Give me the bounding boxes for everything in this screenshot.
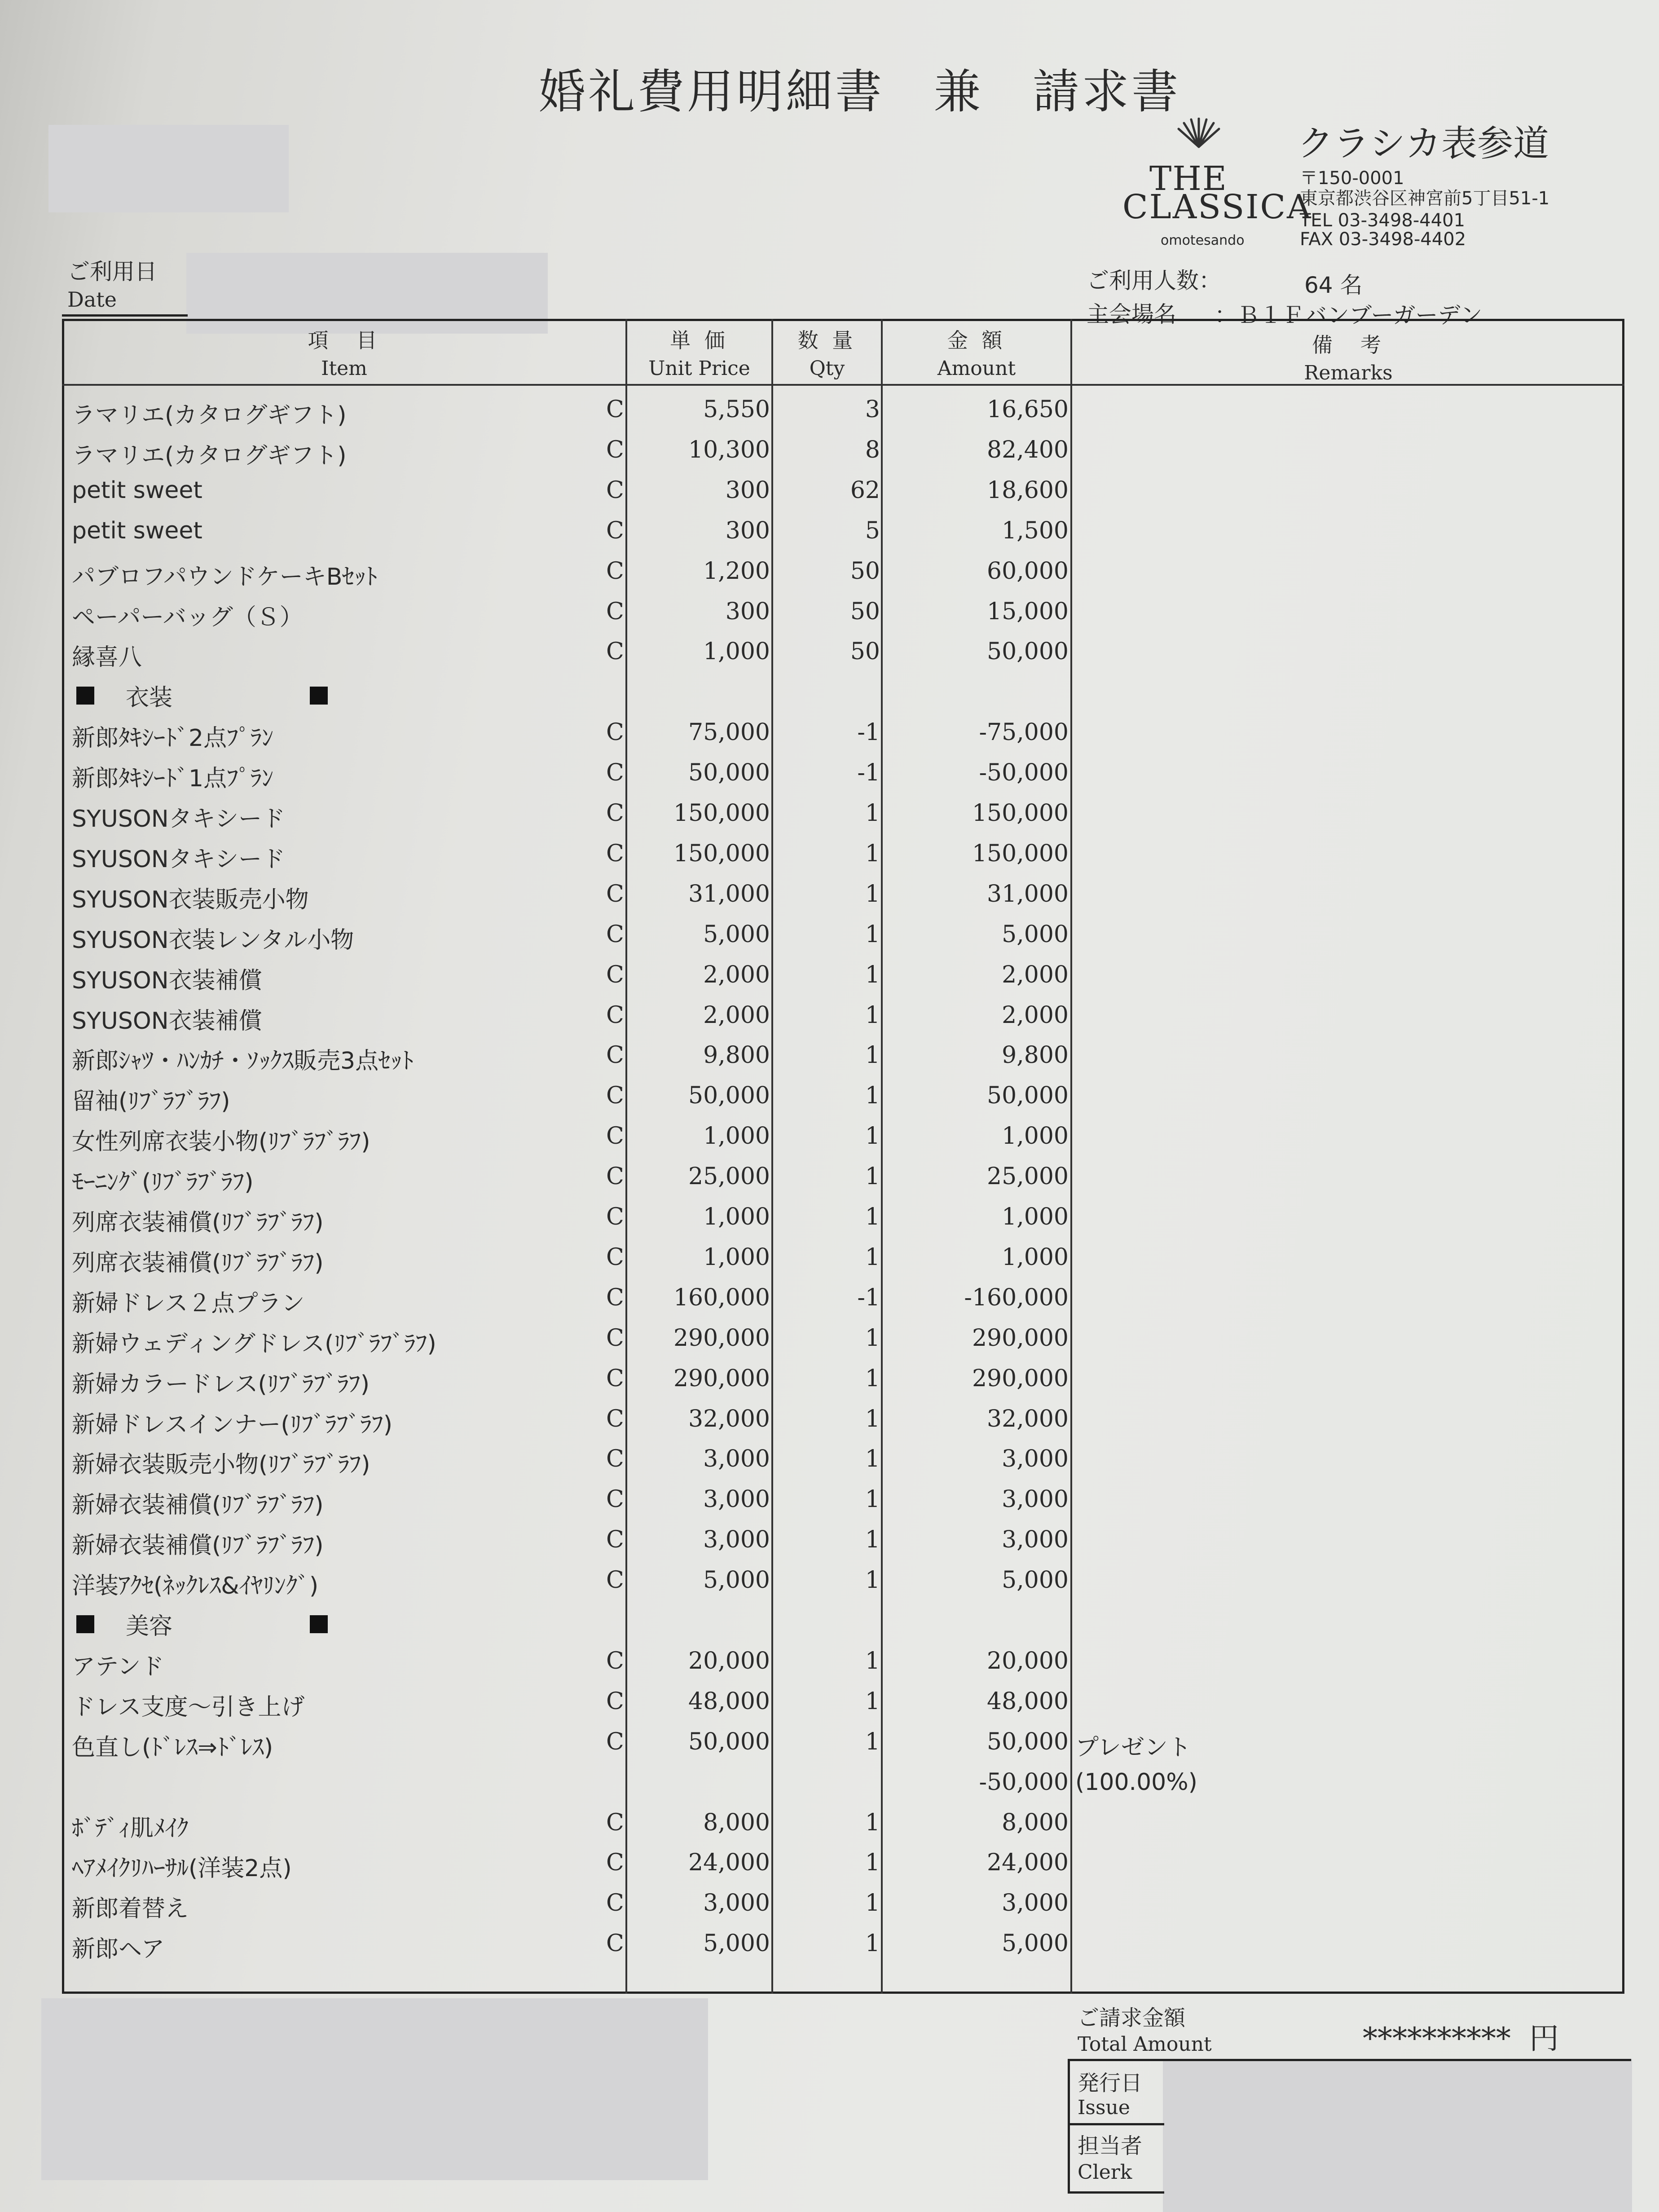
row-unit-price: 300 (725, 517, 770, 544)
row-qty: 50 (850, 638, 880, 665)
section-title: 美容 (126, 1613, 173, 1640)
row-unit-price: 10,300 (688, 436, 770, 463)
issue-label-jp: 発行日 (1078, 2071, 1143, 2096)
row-qty: 1 (865, 1365, 880, 1392)
row-amount: 1,500 (1002, 517, 1069, 544)
row-unit-price: 1,000 (703, 1203, 770, 1230)
row-code: C (606, 800, 624, 827)
row-amount: 15,000 (987, 598, 1069, 625)
tel: TEL 03-3498-4401 (1300, 210, 1465, 231)
row-amount: 3,000 (1002, 1526, 1069, 1554)
total-label-jp: ご請求金額 (1078, 2005, 1186, 2031)
row-amount: 50,000 (987, 1728, 1069, 1755)
row-code: C (606, 1365, 624, 1392)
header-qty-jp: 数 量 (797, 328, 857, 353)
table-row (0, 1158, 1659, 1198)
row-code: C (606, 436, 624, 463)
row-unit-price: 290,000 (673, 1324, 770, 1352)
row-amount: 5,000 (1002, 1567, 1069, 1594)
row-amount: 9,800 (1002, 1042, 1069, 1069)
row-unit-price: 9,800 (703, 1042, 770, 1069)
row-amount: 20,000 (987, 1647, 1069, 1674)
row-code: C (606, 961, 624, 988)
header-item-en: Item (321, 357, 367, 380)
row-item: 新婦衣装補償(ﾘﾌﾞﾗﾌﾞﾗﾌ) (72, 1492, 324, 1519)
section-marker-icon (310, 687, 328, 705)
row-item: 新郎ｼｬﾂ・ﾊﾝｶﾁ・ｿｯｸｽ販売3点ｾｯﾄ (72, 1048, 414, 1075)
row-code: C (606, 598, 624, 625)
row-item: ﾎﾞﾃﾞｨ肌ﾒｲｸ (72, 1815, 189, 1842)
table-row (0, 1561, 1659, 1602)
row-amount: -75,000 (979, 719, 1069, 746)
header-price-jp: 単 価 (670, 328, 729, 353)
redacted-issue-clerk (1163, 2059, 1632, 2212)
row-qty: 1 (865, 921, 880, 948)
table-row (0, 1521, 1659, 1561)
row-amount: 50,000 (987, 1082, 1069, 1110)
row-code: C (606, 1042, 624, 1069)
footer-vline (1068, 2059, 1070, 2194)
logo-classica: CLASSICA (1122, 188, 1312, 226)
row-item: SYUSONタキシード (72, 846, 286, 873)
row-amount: 3,000 (1002, 1445, 1069, 1473)
row-item: ドレス支度～引き上げ (72, 1693, 305, 1721)
table-row (0, 1884, 1659, 1925)
row-unit-price: 5,000 (703, 921, 770, 948)
row-unit-price: 50,000 (688, 759, 770, 787)
row-amount: 60,000 (987, 557, 1069, 585)
row-code: C (606, 1163, 624, 1190)
row-qty: 1 (865, 1405, 880, 1432)
section-title: 衣装 (126, 684, 173, 712)
row-qty: 62 (850, 476, 880, 504)
row-unit-price: 50,000 (688, 1082, 770, 1110)
row-qty: 1 (865, 1567, 880, 1594)
row-unit-price: 5,000 (703, 1567, 770, 1594)
table-row (0, 552, 1659, 593)
row-code: C (606, 1324, 624, 1352)
row-qty: 1 (865, 1445, 880, 1473)
issue-label-en: Issue (1078, 2096, 1130, 2119)
table-row (0, 633, 1659, 673)
table-row (0, 754, 1659, 794)
row-code: C (606, 880, 624, 908)
row-item: 新婦ウェディングドレス(ﾘﾌﾞﾗﾌﾞﾗﾌ) (72, 1330, 436, 1357)
row-code: C (606, 396, 624, 423)
row-item: SYUSON衣装補償 (72, 967, 262, 994)
row-unit-price: 1,000 (703, 1123, 770, 1150)
row-unit-price: 31,000 (688, 880, 770, 908)
row-amount: 32,000 (987, 1405, 1069, 1432)
row-unit-price: 1,000 (703, 1243, 770, 1271)
section-marker-icon (76, 687, 94, 705)
row-code: C (606, 1526, 624, 1554)
total-unit: 円 (1529, 2021, 1559, 2056)
table-row (0, 916, 1659, 956)
row-qty: 1 (865, 1123, 880, 1150)
row-code: C (606, 1647, 624, 1674)
row-code: C (606, 638, 624, 665)
row-unit-price: 150,000 (673, 800, 770, 827)
row-qty: 1 (865, 1809, 880, 1836)
row-code: C (606, 1930, 624, 1957)
row-qty: 1 (865, 1890, 880, 1917)
address: 東京都渋谷区神宮前5丁目51-1 (1300, 188, 1550, 209)
row-amount: 1,000 (1002, 1123, 1069, 1150)
table-row (0, 1642, 1659, 1683)
row-code: C (606, 1809, 624, 1836)
row-unit-price: 2,000 (703, 1001, 770, 1029)
date-label-en: Date (67, 287, 117, 312)
row-item: ラマリエ(カタログギフト) (72, 442, 347, 469)
row-qty: 1 (865, 1163, 880, 1190)
row-unit-price: 20,000 (688, 1647, 770, 1674)
row-qty: 1 (865, 1930, 880, 1957)
row-qty: 1 (865, 800, 880, 827)
table-row (0, 1440, 1659, 1481)
date-label-jp: ご利用日 (67, 259, 157, 285)
row-item: ﾍｱﾒｲｸﾘﾊｰｻﾙ(洋装2点) (72, 1855, 292, 1882)
row-code: C (606, 1728, 624, 1755)
row-qty: 1 (865, 1486, 880, 1513)
row-item: 新郎ﾀｷｼｰﾄﾞ1点ﾌﾟﾗﾝ (72, 765, 274, 793)
logo-subtitle: omotesando (1161, 233, 1245, 248)
row-amount: 24,000 (987, 1849, 1069, 1877)
table-row (0, 1804, 1659, 1844)
row-item: 新婦衣装販売小物(ﾘﾌﾞﾗﾌﾞﾗﾌ) (72, 1451, 370, 1479)
table-row (0, 835, 1659, 875)
row-item: 新郎ヘア (72, 1936, 165, 1963)
row-amount: 5,000 (1002, 1930, 1069, 1957)
table-row (0, 1117, 1659, 1158)
table-row (0, 996, 1659, 1037)
row-unit-price: 8,000 (703, 1809, 770, 1836)
row-code: C (606, 1001, 624, 1029)
row-item: アテンド (72, 1653, 164, 1680)
row-qty: 50 (850, 557, 880, 585)
row-item: 新婦衣装補償(ﾘﾌﾞﾗﾌﾞﾗﾌ) (72, 1532, 324, 1560)
row-qty: 5 (865, 517, 880, 544)
table-row (0, 431, 1659, 471)
row-amount: 8,000 (1002, 1809, 1069, 1836)
postal-code: 〒150-0001 (1300, 168, 1404, 189)
row-item: 新郎着替え (72, 1895, 189, 1923)
row-item: 新婦カラードレス(ﾘﾌﾞﾗﾌﾞﾗﾌ) (72, 1370, 370, 1398)
table-row (0, 1198, 1659, 1238)
row-amount: 3,000 (1002, 1486, 1069, 1513)
row-qty: 1 (865, 1647, 880, 1674)
row-amount: 150,000 (972, 840, 1069, 867)
row-item: 列席衣装補償(ﾘﾌﾞﾗﾌﾞﾗﾌ) (72, 1249, 324, 1277)
issue-underline (1068, 2123, 1164, 2125)
row-code: C (606, 719, 624, 746)
row-amount: 25,000 (987, 1163, 1069, 1190)
row-unit-price: 300 (725, 598, 770, 625)
row-item: SYUSONタキシード (72, 806, 286, 833)
row-amount: 1,000 (1002, 1203, 1069, 1230)
row-item: petit sweet (72, 517, 202, 544)
document-title: 婚礼費用明細書 兼 請求書 (539, 64, 1181, 119)
row-unit-price: 75,000 (688, 719, 770, 746)
row-code: C (606, 1890, 624, 1917)
row-code: C (606, 1688, 624, 1715)
row-unit-price: 150,000 (673, 840, 770, 867)
date-underline (62, 314, 188, 317)
table-row (0, 1723, 1659, 1763)
logo-the: THE (1149, 159, 1228, 198)
row-qty: 8 (865, 436, 880, 463)
row-amount: 150,000 (972, 800, 1069, 827)
row-item: SYUSON衣装販売小物 (72, 886, 309, 913)
row-unit-price: 5,550 (703, 396, 770, 423)
table-row (0, 1319, 1659, 1360)
row-code: C (606, 1243, 624, 1271)
table-row (0, 956, 1659, 996)
row-qty: 50 (850, 598, 880, 625)
redacted-footer-left (41, 1998, 708, 2180)
guests-label: ご利用人数： (1087, 268, 1221, 294)
row-amount: 50,000 (987, 638, 1069, 665)
row-qty: 1 (865, 1082, 880, 1110)
table-row (0, 391, 1659, 431)
row-unit-price: 5,000 (703, 1930, 770, 1957)
row-unit-price: 32,000 (688, 1405, 770, 1432)
row-amount: 82,400 (987, 436, 1069, 463)
row-amount: 290,000 (972, 1324, 1069, 1352)
row-item: 縁喜八 (72, 644, 142, 671)
header-remarks-jp: 備 考 (1312, 333, 1385, 357)
row-qty: 1 (865, 1324, 880, 1352)
row-item: 留袖(ﾘﾌﾞﾗﾌﾞﾗﾌ) (72, 1088, 230, 1115)
row-code: C (606, 921, 624, 948)
table-row (0, 1360, 1659, 1400)
total-label-en: Total Amount (1078, 2033, 1212, 2056)
header-qty-en: Qty (809, 357, 845, 380)
section-marker-icon (76, 1615, 94, 1633)
table-row (0, 471, 1659, 512)
row-code: C (606, 517, 624, 544)
row-item: ﾓｰﾆﾝｸﾞ(ﾘﾌﾞﾗﾌﾞﾗﾌ) (72, 1169, 254, 1196)
row-amount: 1,000 (1002, 1243, 1069, 1271)
row-qty: 1 (865, 1688, 880, 1715)
row-qty: 1 (865, 1042, 880, 1069)
row-code: C (606, 1445, 624, 1473)
row-qty: 1 (865, 1243, 880, 1271)
venue-name: クラシカ表参道 (1298, 123, 1549, 164)
row-code: C (606, 1123, 624, 1150)
header-price-en: Unit Price (648, 357, 750, 380)
table-row (0, 512, 1659, 552)
row-qty: -1 (857, 759, 880, 787)
row-qty: 1 (865, 880, 880, 908)
row-item: 色直し(ﾄﾞﾚｽ⇒ﾄﾞﾚｽ) (72, 1734, 273, 1761)
row-code: C (606, 1284, 624, 1311)
guests-value: 64 名 (1304, 272, 1363, 298)
row-code: C (606, 1486, 624, 1513)
row-item: 新婦ドレス２点プラン (72, 1290, 305, 1317)
row-code: C (606, 557, 624, 585)
row-qty: 1 (865, 840, 880, 867)
row-unit-price: 3,000 (703, 1526, 770, 1554)
row-qty: -1 (857, 719, 880, 746)
table-row (0, 875, 1659, 916)
row-unit-price: 1,200 (703, 557, 770, 585)
row-amount: 31,000 (987, 880, 1069, 908)
row-amount: 2,000 (1002, 1001, 1069, 1029)
row-item: SYUSON衣装補償 (72, 1007, 262, 1035)
row-item: 洋装ｱｸｾ(ﾈｯｸﾚｽ&ｲﾔﾘﾝｸﾞ) (72, 1573, 319, 1600)
clerk-label-jp: 担当者 (1078, 2133, 1143, 2159)
row-unit-price: 24,000 (688, 1849, 770, 1877)
row-code: C (606, 840, 624, 867)
row-code: C (606, 476, 624, 504)
row-amount: 3,000 (1002, 1890, 1069, 1917)
table-row (0, 714, 1659, 754)
classica-fan-icon (1174, 118, 1223, 149)
row-amount: 48,000 (987, 1688, 1069, 1715)
row-code: C (606, 759, 624, 787)
section-header (0, 1602, 1659, 1642)
header-amount-en: Amount (937, 357, 1016, 380)
row-unit-price: 50,000 (688, 1728, 770, 1755)
table-row (0, 1844, 1659, 1884)
section-marker-icon (310, 1615, 328, 1633)
total-underline (1068, 2059, 1631, 2061)
row-code: C (606, 1567, 624, 1594)
total-amount-value (1363, 2014, 1559, 2057)
row-code: C (606, 1082, 624, 1110)
row-unit-price: 25,000 (688, 1163, 770, 1190)
clerk-label-en: Clerk (1078, 2161, 1132, 2184)
row-item: ラマリエ(カタログギフト) (72, 402, 347, 429)
row-item: ペーパーバッグ（Ｓ） (72, 604, 303, 631)
row-unit-price: 2,000 (703, 961, 770, 988)
table-row (0, 794, 1659, 835)
row-item: パブロフパウンドケーキBｾｯﾄ (72, 563, 378, 590)
row-code: C (606, 1849, 624, 1877)
row-unit-price: 1,000 (703, 638, 770, 665)
table-row (0, 1279, 1659, 1319)
row-amount: 16,650 (987, 396, 1069, 423)
row-amount: 2,000 (1002, 961, 1069, 988)
hall-value: ：Ｂ１Ｆバンブーガーデン (1215, 302, 1483, 328)
header-remarks-en: Remarks (1304, 361, 1393, 384)
row-item: SYUSON衣装レンタル小物 (72, 926, 354, 954)
table-row (0, 1481, 1659, 1521)
clerk-underline (1068, 2191, 1164, 2194)
row-unit-price: 48,000 (688, 1688, 770, 1715)
hall-label: 主会場名 (1087, 301, 1176, 327)
table-row (0, 1238, 1659, 1279)
row-qty: 1 (865, 1203, 880, 1230)
row-amount: 5,000 (1002, 921, 1069, 948)
table-row (0, 1077, 1659, 1117)
row-qty: -1 (857, 1284, 880, 1311)
table-row (0, 1036, 1659, 1077)
row-item: petit sweet (72, 476, 202, 504)
row-qty: 1 (865, 961, 880, 988)
row-qty: 1 (865, 1001, 880, 1029)
table-row (0, 1683, 1659, 1723)
row-item: 女性列席衣装小物(ﾘﾌﾞﾗﾌﾞﾗﾌ) (72, 1128, 370, 1156)
row-remarks: プレゼント (1075, 1734, 1191, 1761)
section-header (0, 673, 1659, 714)
row-remarks: (100.00%) (1075, 1768, 1197, 1796)
row-unit-price: 3,000 (703, 1890, 770, 1917)
row-code: C (606, 1203, 624, 1230)
row-unit-price: 300 (725, 476, 770, 504)
fax: FAX 03-3498-4402 (1300, 229, 1466, 250)
header-item-jp: 項 目 (308, 328, 381, 353)
table-row (0, 1763, 1659, 1804)
row-amount: 18,600 (987, 476, 1069, 504)
row-amount: 290,000 (972, 1365, 1069, 1392)
row-qty: 1 (865, 1728, 880, 1755)
row-amount: -50,000 (979, 759, 1069, 787)
row-unit-price: 290,000 (673, 1365, 770, 1392)
row-qty: 3 (865, 396, 880, 423)
row-item: 列席衣装補償(ﾘﾌﾞﾗﾌﾞﾗﾌ) (72, 1209, 324, 1236)
table-row (0, 1400, 1659, 1441)
row-unit-price: 3,000 (703, 1486, 770, 1513)
redacted-name-block (48, 125, 289, 212)
header-amount-jp: 金 額 (947, 328, 1006, 353)
row-amount: -160,000 (964, 1284, 1069, 1311)
total-value: ********** (1363, 2021, 1511, 2056)
row-unit-price: 160,000 (673, 1284, 770, 1311)
row-item: 新郎ﾀｷｼｰﾄﾞ2点ﾌﾟﾗﾝ (72, 725, 274, 752)
table-row (0, 593, 1659, 633)
row-qty: 1 (865, 1849, 880, 1877)
row-amount: -50,000 (979, 1768, 1069, 1796)
row-unit-price: 3,000 (703, 1445, 770, 1473)
row-item: 新婦ドレスインナー(ﾘﾌﾞﾗﾌﾞﾗﾌ) (72, 1411, 392, 1438)
table-row (0, 1925, 1659, 1965)
row-qty: 1 (865, 1526, 880, 1554)
row-code: C (606, 1405, 624, 1432)
